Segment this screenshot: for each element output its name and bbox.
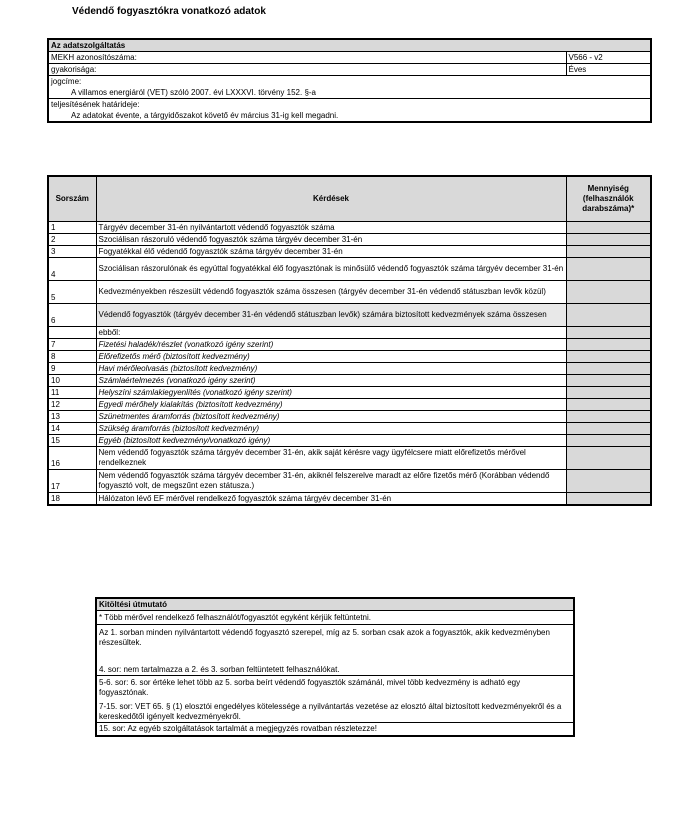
table-row <box>48 327 651 339</box>
info-value-frequency: Éves <box>566 64 651 76</box>
row-question: Havi mérőleolvasás (biztosított kedvezmény) <box>96 363 566 375</box>
row-question: Nem védendő fogyasztók száma tárgyév december 31-én, akiknél felszerelve maradt az előre fizetős mérő (Korábban védendő fogyasztó volt, de megszűnt ezen státusza.) <box>96 470 566 493</box>
table-row <box>48 493 651 506</box>
guide-line-1: * Több mérővel rendelkező felhasználót/fogyasztót egyként kérjük feltüntetni. <box>96 611 574 625</box>
row-number: 15 <box>48 435 96 447</box>
quantity-cell[interactable] <box>566 327 651 339</box>
info-header: Az adatszolgáltatás <box>48 39 651 52</box>
row-number: 12 <box>48 399 96 411</box>
table-row <box>48 339 651 351</box>
guide-line-4: 5-6. sor: 6. sor értéke lehet több az 5. sorba beírt védendő fogyasztók számánál, mivel több kedvezmény is adható egy fogyasztónak. <box>96 676 574 701</box>
row-question: Számlaértelmezés (vonatkozó igény szerint) <box>96 375 566 387</box>
row-number: 18 <box>48 493 96 506</box>
row-question: Szociálisan rászoruló védendő fogyasztók száma tárgyév december 31-én <box>96 234 566 246</box>
quantity-cell[interactable] <box>566 423 651 435</box>
quantity-cell[interactable] <box>566 411 651 423</box>
table-row <box>48 246 651 258</box>
row-number: 9 <box>48 363 96 375</box>
quantity-cell[interactable] <box>566 234 651 246</box>
col-header-question: Kérdések <box>96 176 566 222</box>
guide-line-5: 7-15. sor: VET 65. § (1) elosztói engedélyes kötelessége a nyilvántartás vezetése az elosztó által biztosított kedvezményekről és a kereskedőtől igényelt kedvezményekről. <box>96 700 574 723</box>
quantity-cell[interactable] <box>566 447 651 470</box>
row-number: 8 <box>48 351 96 363</box>
guide-header: Kitöltési útmutató <box>96 598 574 611</box>
quantity-cell[interactable] <box>566 399 651 411</box>
guide-spacer <box>96 656 574 664</box>
info-label-deadline: teljesítésének határideje: <box>48 99 651 111</box>
row-number: 13 <box>48 411 96 423</box>
col-header-quantity: Mennyiség (felhasználók darabszáma)* <box>566 176 651 222</box>
row-number: 2 <box>48 234 96 246</box>
row-question: Nem védendő fogyasztók száma tárgyév december 31-én, akik saját kérésre vagy ügyfélcsere miatt előrefizetős mérővel rendelkeznek <box>96 447 566 470</box>
row-number: 14 <box>48 423 96 435</box>
row-question: Védendő fogyasztók (tárgyév december 31-én védendő státuszban levők) számára biztosított kedvezmények száma összesen <box>96 304 566 327</box>
quantity-cell[interactable] <box>566 387 651 399</box>
quantity-cell[interactable] <box>566 246 651 258</box>
table-row <box>48 447 651 470</box>
row-question: Előrefizetős mérő (biztosított kedvezmény) <box>96 351 566 363</box>
quantity-cell[interactable] <box>566 339 651 351</box>
table-row <box>48 258 651 281</box>
row-question: Fizetési haladék/részlet (vonatkozó igény szerint) <box>96 339 566 351</box>
data-service-info-table <box>47 38 652 123</box>
guide-line-2: Az 1. sorban minden nyilvántartott védendő fogyasztó szerepel, míg az 5. sorban csak azok a fogyasztók, akik kedvezményben részesültek. <box>96 625 574 657</box>
table-row <box>48 423 651 435</box>
quantity-cell[interactable] <box>566 470 651 493</box>
info-value-deadline: Az adatokat évente, a tárgyidőszakot követő év március 31-ig kell megadni. <box>48 110 651 122</box>
filling-guide-table <box>95 597 575 737</box>
row-number: 10 <box>48 375 96 387</box>
row-number: 11 <box>48 387 96 399</box>
row-number: 4 <box>48 258 96 281</box>
table-row <box>48 470 651 493</box>
table-row <box>48 411 651 423</box>
row-question: Fogyatékkal élő védendő fogyasztók száma tárgyév december 31-én <box>96 246 566 258</box>
row-number: 1 <box>48 222 96 234</box>
questions-table <box>47 175 652 506</box>
table-row <box>48 222 651 234</box>
table-row <box>48 375 651 387</box>
table-row <box>48 399 651 411</box>
col-header-number: Sorszám <box>48 176 96 222</box>
quantity-cell[interactable] <box>566 304 651 327</box>
row-number: 3 <box>48 246 96 258</box>
page-title: Védendő fogyasztókra vonatkozó adatok <box>72 6 266 17</box>
row-number: 7 <box>48 339 96 351</box>
row-question: Helyszíni számlakiegyenlítés (vonatkozó igény szerint) <box>96 387 566 399</box>
quantity-cell[interactable] <box>566 351 651 363</box>
row-number: 6 <box>48 304 96 327</box>
info-label-id: MEKH azonosítószáma: <box>48 52 566 64</box>
info-value-legal: A villamos energiáról (VET) szóló 2007. évi LXXXVI. törvény 152. §-a <box>48 87 651 99</box>
row-question: Szociálisan rászorulónak és egyúttal fogyatékkal élő fogyasztónak is minősülő védendő fogyasztók száma tárgyév december 31-én <box>96 258 566 281</box>
info-label-frequency: gyakorisága: <box>48 64 566 76</box>
row-question: Szükség áramforrás (biztosított kedvezmény) <box>96 423 566 435</box>
row-number: 5 <box>48 281 96 304</box>
quantity-cell[interactable] <box>566 281 651 304</box>
table-row <box>48 435 651 447</box>
info-value-id: V566 - v2 <box>566 52 651 64</box>
row-number: 17 <box>48 470 96 493</box>
table-row <box>48 363 651 375</box>
row-question: Kedvezményekben részesült védendő fogyasztók száma összesen (tárgyév december 31-én védendő státuszban levők közül) <box>96 281 566 304</box>
table-row <box>48 387 651 399</box>
guide-line-3: 4. sor: nem tartalmazza a 2. és 3. sorban feltüntetett felhasználókat. <box>96 664 574 676</box>
table-row <box>48 281 651 304</box>
row-number <box>48 327 96 339</box>
row-number: 16 <box>48 447 96 470</box>
quantity-cell[interactable] <box>566 493 651 506</box>
quantity-cell[interactable] <box>566 363 651 375</box>
info-label-legal: jogcíme: <box>48 76 651 88</box>
row-question: Egyéb (biztosított kedvezmény/vonatkozó igény) <box>96 435 566 447</box>
row-question: Tárgyév december 31-én nyilvántartott védendő fogyasztók száma <box>96 222 566 234</box>
table-row <box>48 234 651 246</box>
row-question: Hálózaton lévő EF mérővel rendelkező fogyasztók száma tárgyév december 31-én <box>96 493 566 506</box>
quantity-cell[interactable] <box>566 375 651 387</box>
quantity-cell[interactable] <box>566 222 651 234</box>
row-question: ebből: <box>96 327 566 339</box>
quantity-cell[interactable] <box>566 435 651 447</box>
table-row <box>48 351 651 363</box>
table-row <box>48 304 651 327</box>
row-question: Szünetmentes áramforrás (biztosított kedvezmény) <box>96 411 566 423</box>
row-question: Egyedi mérőhely kialakítás (biztosított kedvezmény) <box>96 399 566 411</box>
guide-line-6: 15. sor: Az egyéb szolgáltatások tartalmát a megjegyzés rovatban részletezze! <box>96 723 574 737</box>
quantity-cell[interactable] <box>566 258 651 281</box>
